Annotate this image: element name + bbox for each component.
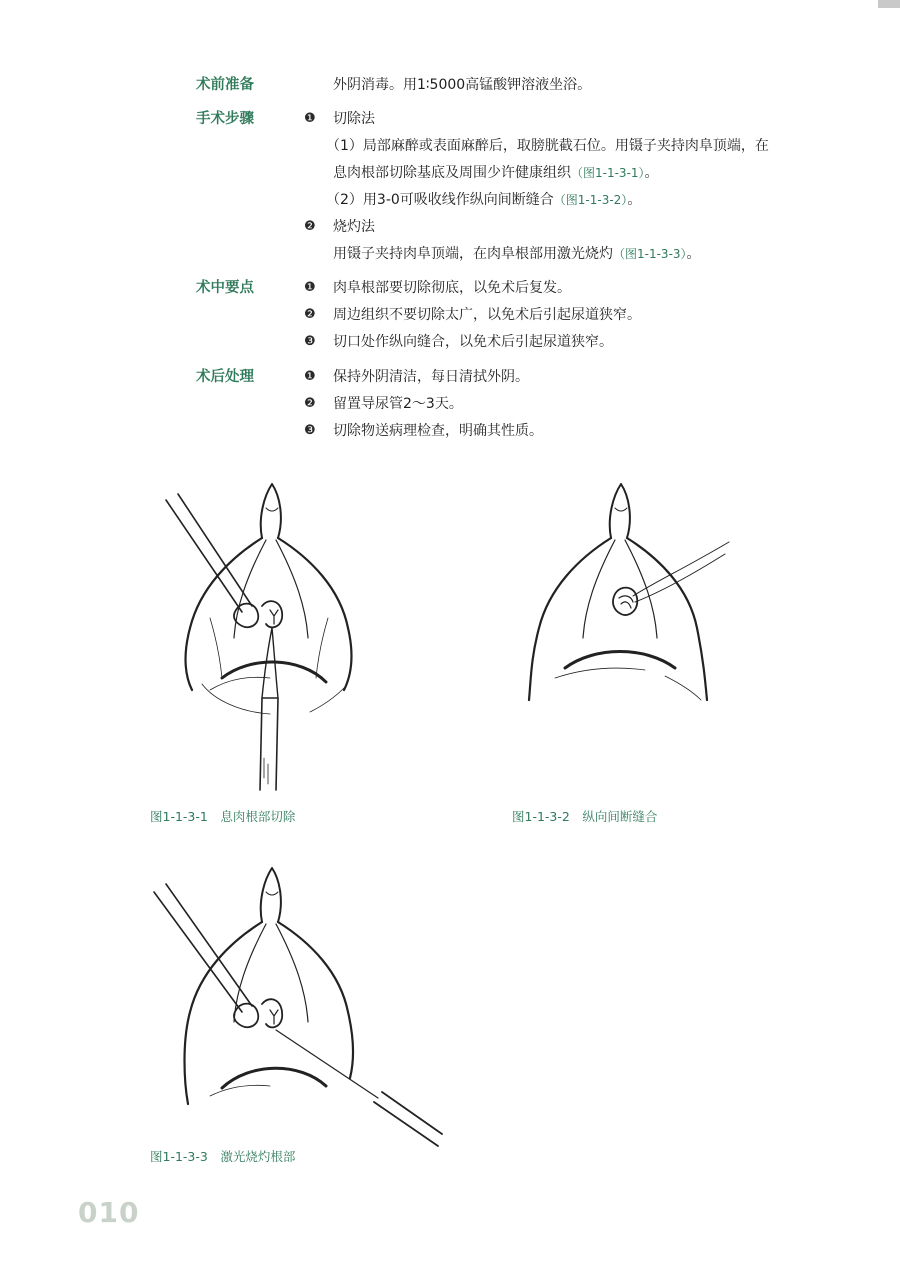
body-line: 保持外阴清洁，每日清拭外阴。 — [333, 369, 529, 385]
figure-2-caption: 图1-1-3-2 纵向间断缝合 — [512, 809, 658, 824]
point-number: ❷ — [304, 396, 316, 411]
page-number: 010 — [78, 1196, 140, 1229]
figure-1-excision-illustration — [150, 478, 380, 798]
body-line: 用镊子夹持肉阜顶端，在肉阜根部用激光烧灼（图1-1-3-3）。 — [333, 246, 701, 262]
figure-2-suture-illustration — [515, 478, 745, 718]
figure-reference[interactable]: （图1-1-3-2） — [553, 193, 628, 207]
body-line: 切除法 — [333, 111, 375, 127]
body-line: 留置导尿管2～3天。 — [333, 396, 463, 412]
point-number: ❶ — [304, 369, 316, 384]
body-line: 外阴消毒。用1∶5000高锰酸钾溶液坐浴。 — [333, 77, 592, 93]
body-line: 切除物送病理检查，明确其性质。 — [333, 423, 543, 439]
body-line: 周边组织不要切除太广，以免术后引起尿道狭窄。 — [333, 307, 641, 323]
section-label: 术前准备 — [196, 77, 254, 93]
figure-3-laser-illustration — [150, 862, 450, 1152]
point-number: ❶ — [304, 280, 316, 295]
section-preop — [196, 72, 836, 100]
point-number: ❸ — [304, 423, 316, 438]
figure-reference[interactable]: （图1-1-3-3） — [613, 247, 687, 261]
figure-3-caption: 图1-1-3-3 激光烧灼根部 — [150, 1149, 296, 1164]
step-number: ❷ — [304, 219, 316, 234]
body-line: 烧灼法 — [333, 219, 375, 235]
section-label: 术后处理 — [196, 369, 254, 385]
figure-reference[interactable]: （图1-1-3-1） — [571, 166, 645, 180]
step-number: ❶ — [304, 111, 316, 126]
body-line: （2）用3-0可吸收线作纵向间断缝合（图1-1-3-2）。 — [326, 192, 642, 208]
point-number: ❸ — [304, 334, 316, 349]
body-line: （1）局部麻醉或表面麻醉后，取膀胱截石位。用镊子夹持肉阜顶端，在 — [326, 138, 769, 154]
figure-1-caption: 图1-1-3-1 息肉根部切除 — [150, 809, 296, 824]
point-number: ❷ — [304, 307, 316, 322]
body-line: 肉阜根部要切除彻底，以免术后复发。 — [333, 280, 571, 296]
corner-mark — [878, 0, 900, 8]
section-intraop-points — [196, 275, 836, 355]
section-steps — [196, 106, 836, 266]
section-label: 术中要点 — [196, 280, 254, 296]
section-postop — [196, 364, 836, 444]
section-label: 手术步骤 — [196, 111, 254, 127]
body-line: 息肉根部切除基底及周围少许健康组织（图1-1-3-1）。 — [333, 165, 659, 181]
body-line: 切口处作纵向缝合，以免术后引起尿道狭窄。 — [333, 334, 613, 350]
